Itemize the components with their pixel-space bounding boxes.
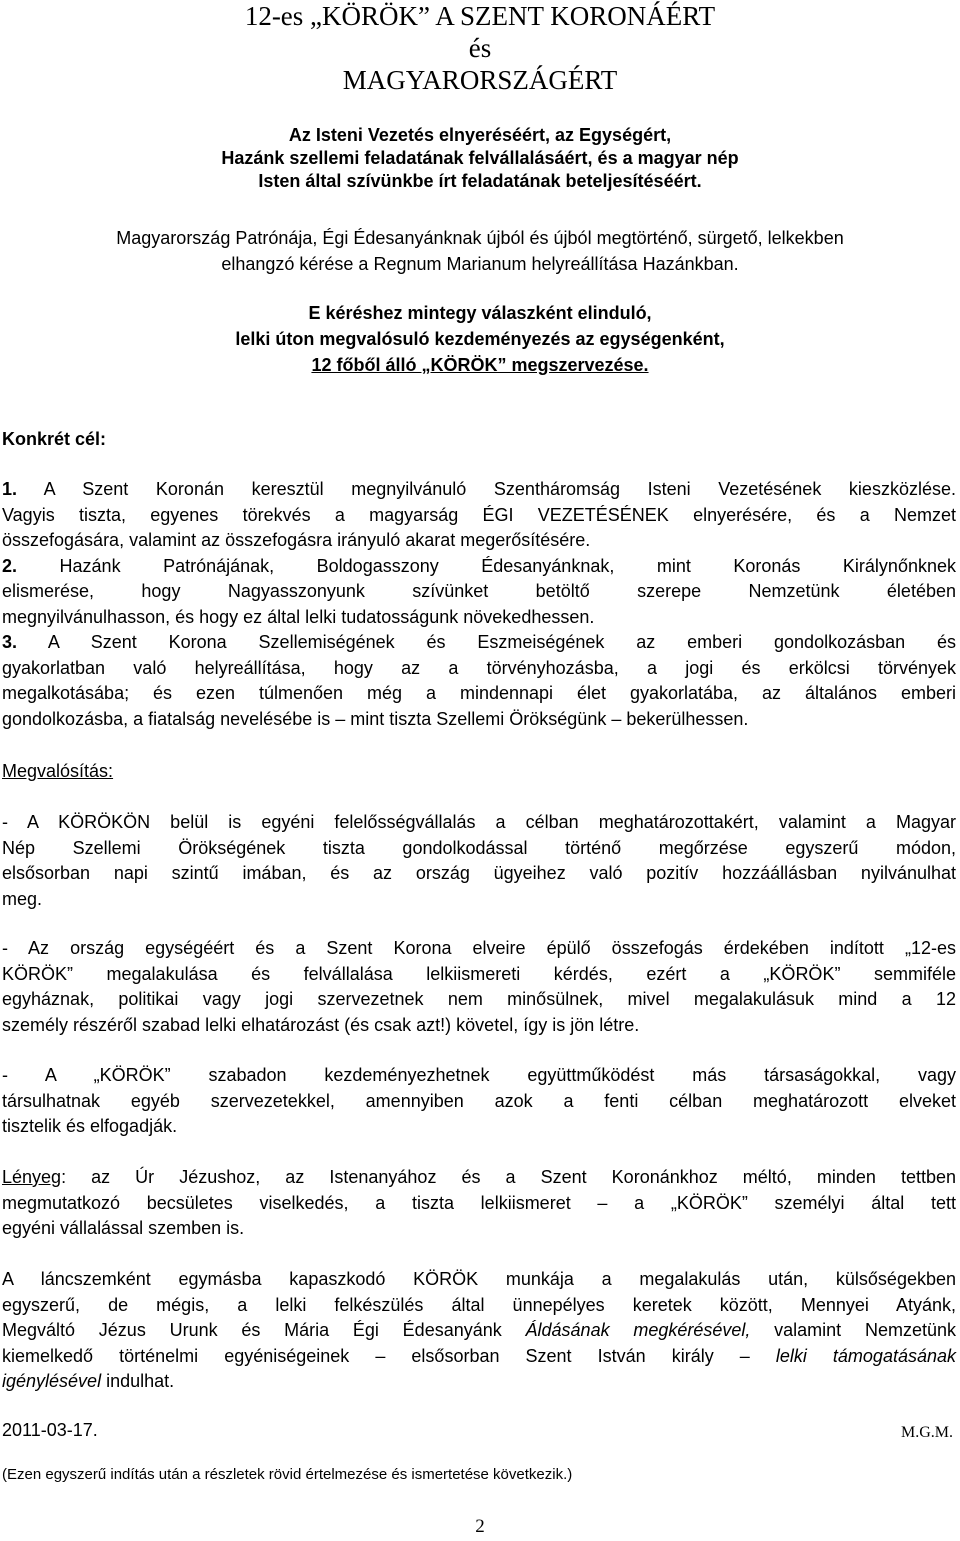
- chain-paragraph: [2, 1267, 956, 1395]
- goal-item-number: 1.: [2, 479, 18, 499]
- goal-item-1: [2, 477, 956, 503]
- document-title: 12-es „KÖRÖK” A SZENT KORONÁÉRT: [244, 1, 716, 31]
- paragraph-text: indulhat.: [101, 1371, 175, 1391]
- realization-paragraph-3: [2, 1063, 956, 1140]
- essence-paragraph: [2, 1165, 956, 1242]
- goal-item-text: megnyilvánulhasson, és hogy ez által lelki tudatosságunk növekedhessen.: [2, 606, 595, 627]
- realization-heading: Megvalósítás:: [2, 761, 114, 781]
- goal-item-number: 2.: [2, 555, 18, 576]
- goal-item-text: Hazánk Patrónájának, Boldogasszony Édesanyánknak, mint Koronás Királynőnknek: [59, 555, 956, 576]
- paragraph-line: [2, 1318, 956, 1344]
- paragraph-text: : az Úr Jézushoz, az Istenanyához és a Szent Koronánkhoz méltó, minden tettben: [61, 1167, 956, 1187]
- paragraph-line: [2, 1369, 956, 1395]
- goal-item-2: [2, 554, 956, 580]
- paragraph-line: - Az ország egységéért és a Szent Korona elveire épülő összefogás érdekében indított „12-es: [2, 938, 956, 958]
- paragraph-line: meg.: [2, 888, 43, 909]
- paragraph-text: valamint Nemzetünk: [750, 1320, 956, 1340]
- realization-paragraph-1: [2, 810, 956, 912]
- paragraph-text: kiemelkedő történelmi egyéniségeinek – elsősorban Szent István király –: [2, 1345, 776, 1366]
- goal-item-number: 3.: [2, 632, 18, 652]
- goal-item-text: A Szent Koronán keresztül megnyilvánuló Szentháromság Isteni Vezetésének kieszközlése.: [43, 479, 956, 499]
- paragraph-line: személy részéről szabad lelki elhatározást (és csak azt!) követel, így is jön létre.: [2, 1014, 640, 1035]
- goal-item-text: A Szent Korona Szellemiségének és Eszmeiségének az emberi gondolkozásban és: [47, 632, 956, 652]
- document-title-conjunction: és: [468, 33, 492, 63]
- paragraph-line: Nép Szellemi Örökségének tiszta gondolkodással történő megőrzése egyszerű módon,: [2, 837, 956, 858]
- footer-note: (Ezen egyszerű indítás után a részletek rövid értelmezése és ismertetése következik.): [2, 1466, 573, 1483]
- initiative-line-underlined: 12 főből álló „KÖRÖK” megszervezése.: [311, 355, 649, 375]
- goal-list: [2, 477, 956, 732]
- realization-paragraph-2: [2, 936, 956, 1038]
- paragraph-line: A láncszemként egymásba kapaszkodó KÖRÖK munkája a megalakulás után, külsőségekben: [2, 1269, 956, 1289]
- intro-bold-line: Hazánk szellemi feladatának felvállalásáért, és a magyar nép: [221, 148, 739, 168]
- paragraph-line: [2, 1165, 956, 1191]
- paragraph-line: egyéni vállalással szemben is.: [2, 1218, 245, 1238]
- initiative-line: E kéréshez mintegy válaszként elinduló,: [308, 303, 652, 323]
- initiative-line: lelki úton megvalósuló kezdeményezés az egységenként,: [235, 329, 725, 349]
- goal-item-text: Vagyis tiszta, egyenes törekvés a magyarság ÉGI VEZETÉSÉNEK elnyerésére, és a Nemzet: [2, 504, 956, 525]
- paragraph-line: elsősorban napi szintű imában, és az ország ügyeihez való pozitív hozzáállásban nyilvánulhat: [2, 863, 956, 883]
- paragraph-italic-text: igénylésével: [2, 1371, 102, 1391]
- paragraph-line: tisztelik és elfogadják.: [2, 1116, 178, 1136]
- goal-item-text: elismerése, hogy Nagyasszonyunk szívünket betöltő szerepe Nemzetünk életében: [2, 581, 956, 601]
- paragraph-text: Megváltó Jézus Urunk és Mária Égi Édesanyánk: [2, 1320, 526, 1340]
- paragraph-line: egyháznak, politikai vagy jogi szervezetnek nem minősülnek, mivel megalakulásuk mind a 12: [2, 989, 956, 1009]
- essence-label: Lényeg: [2, 1167, 62, 1187]
- paragraph-line: egyszerű, de mégis, a lelki felkészülés által ünnepélyes keretek között, Mennyei Atyánk,: [2, 1294, 956, 1315]
- paragraph-line: KÖRÖK” megalakulása és felvállalása lelkiismereti kérdés, ezért a „KÖRÖK” semmiféle: [2, 963, 956, 984]
- paragraph-line: [2, 1344, 956, 1370]
- intro-bold-line: Isten által szívünkbe írt feladatának beteljesítéséért.: [258, 171, 702, 191]
- goal-item-text: összefogására, valamint az összefogásra irányuló akarat megerősítésére.: [2, 530, 591, 550]
- document-title-country: MAGYARORSZÁGÉRT: [342, 65, 618, 95]
- page-number: 2: [475, 1516, 485, 1537]
- goal-item-text: megalkotásába; és ezen túlmenően még a mindennapi élet gyakorlatába, az általános emberi: [2, 683, 956, 703]
- paragraph-italic-text: lelki támogatásának: [775, 1345, 956, 1366]
- paragraph-line: megmutatkozó becsületes viselkedés, a tiszta lelkiismeret – a „KÖRÖK” személyi által tett: [2, 1192, 956, 1213]
- goal-item-text: gyakorlatban való helyreállítása, hogy az a törvényhozásba, a jogi és erkölcsi törvények: [2, 657, 956, 678]
- author-initials: M.G.M.: [900, 1424, 953, 1441]
- goal-heading: Konkrét cél:: [2, 429, 107, 449]
- intro-plain-line: Magyarország Patrónája, Égi Édesanyánknak újból és újból megtörténő, sürgető, lelkekben: [116, 228, 844, 248]
- paragraph-italic-text: Áldásának megkérésével,: [525, 1320, 751, 1340]
- goal-item-text: gondolkozásba, a fiatalság nevelésébe is – mint tiszta Szellemi Örökségünk – bekerülhessen.: [2, 708, 749, 729]
- paragraph-line: társulhatnak egyéb szervezetekkel, amennyiben azok a fenti célban meghatározott elveket: [2, 1090, 956, 1111]
- document-date: 2011-03-17.: [2, 1420, 98, 1440]
- intro-bold-line: Az Isteni Vezetés elnyeréséért, az Egységért,: [288, 125, 672, 145]
- paragraph-line: - A KÖRÖKÖN belül is egyéni felelősségvállalás a célban meghatározottakért, valamint a Magyar: [2, 812, 956, 832]
- intro-plain-line: elhangzó kérése a Regnum Marianum helyreállítása Hazánkban.: [221, 254, 739, 274]
- goal-item-3: [2, 630, 956, 656]
- paragraph-line: - A „KÖRÖK” szabadon kezdeményezhetnek együttműködést más társaságokkal, vagy: [2, 1065, 956, 1085]
